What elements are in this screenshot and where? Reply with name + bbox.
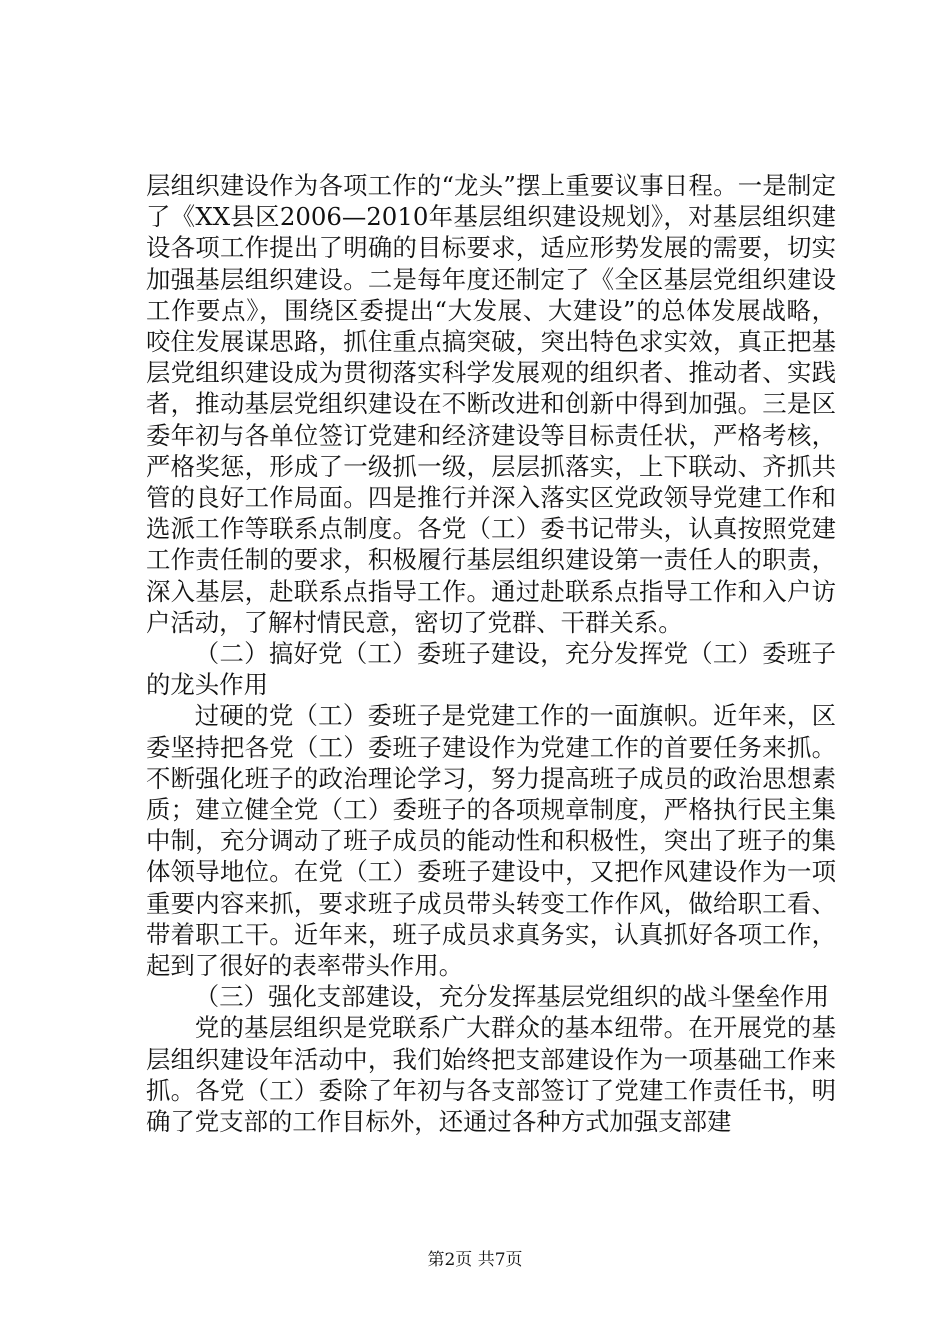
section-heading-3: （三）强化支部建设，充分发挥基层党组织的战斗堡垒作用 bbox=[194, 982, 829, 1012]
document-body bbox=[146, 170, 836, 1137]
page-number-footer: 第2页 共7页 bbox=[427, 1250, 523, 1270]
paragraph-section-3: 党的基层组织是党联系广大群众的基本纽带。在开展党的基层组织建设年活动中，我们始终把支部建设作为一项基础工作来抓。各党（工）委除了年初与各支部签订了党建工作责任书，明确了党支部的工作目标外，还通过各种方式加强支部建 bbox=[146, 1013, 836, 1137]
section-heading-2: （二）搞好党（工）委班子建设，充分发挥党（工）委班子的龙头作用 bbox=[146, 639, 836, 700]
paragraph-section-2: 过硬的党（工）委班子是党建工作的一面旗帜。近年来，区委坚持把各党（工）委班子建设作为党建工作的首要任务来抓。不断强化班子的政治理论学习，努力提高班子成员的政治思想素质；建立健全党（工）委班子的各项规章制度，严格执行民主集中制，充分调动了班子成员的能动性和积极性，突出了班子的集体领导地位。在党（工）委班子建设中，又把作风建设作为一项重要内容来抓，要求班子成员带头转变工作作风，做给职工看、带着职工干。近年来，班子成员求真务实，认真抓好各项工作，起到了很好的表率带头作用。 bbox=[146, 701, 836, 981]
paragraph-continuation: 层组织建设作为各项工作的“龙头”摆上重要议事日程。一是制定了《XX县区2006—2010年基层组织建设规划》，对基层组织建设各项工作提出了明确的目标要求，适应形势发展的需要，切实加强基层组织建设。二是每年度还制定了《全区基层党组织建设工作要点》，围绕区委提出“大发展、大建设”的总体发展战略，咬住发展谋思路，抓住重点搞突破，突出特色求实效，真正把基层党组织建设成为贯彻落实科学发展观的组织者、推动者、实践者，推动基层党组织建设在不断改进和创新中得到加强。三是区委年初与各单位签订党建和经济建设等目标责任状，严格考核，严格奖惩，形成了一级抓一级，层层抓落实，上下联动、齐抓共管的良好工作局面。四是推行并深入落实区党政领导党建工作和选派工作等联系点制度。各党（工）委书记带头，认真按照党建工作责任制的要求，积极履行基层组织建设第一责任人的职责，深入基层，赴联系点指导工作。通过赴联系点指导工作和入户访户活动，了解村情民意，密切了党群、干群关系。 bbox=[146, 171, 836, 637]
